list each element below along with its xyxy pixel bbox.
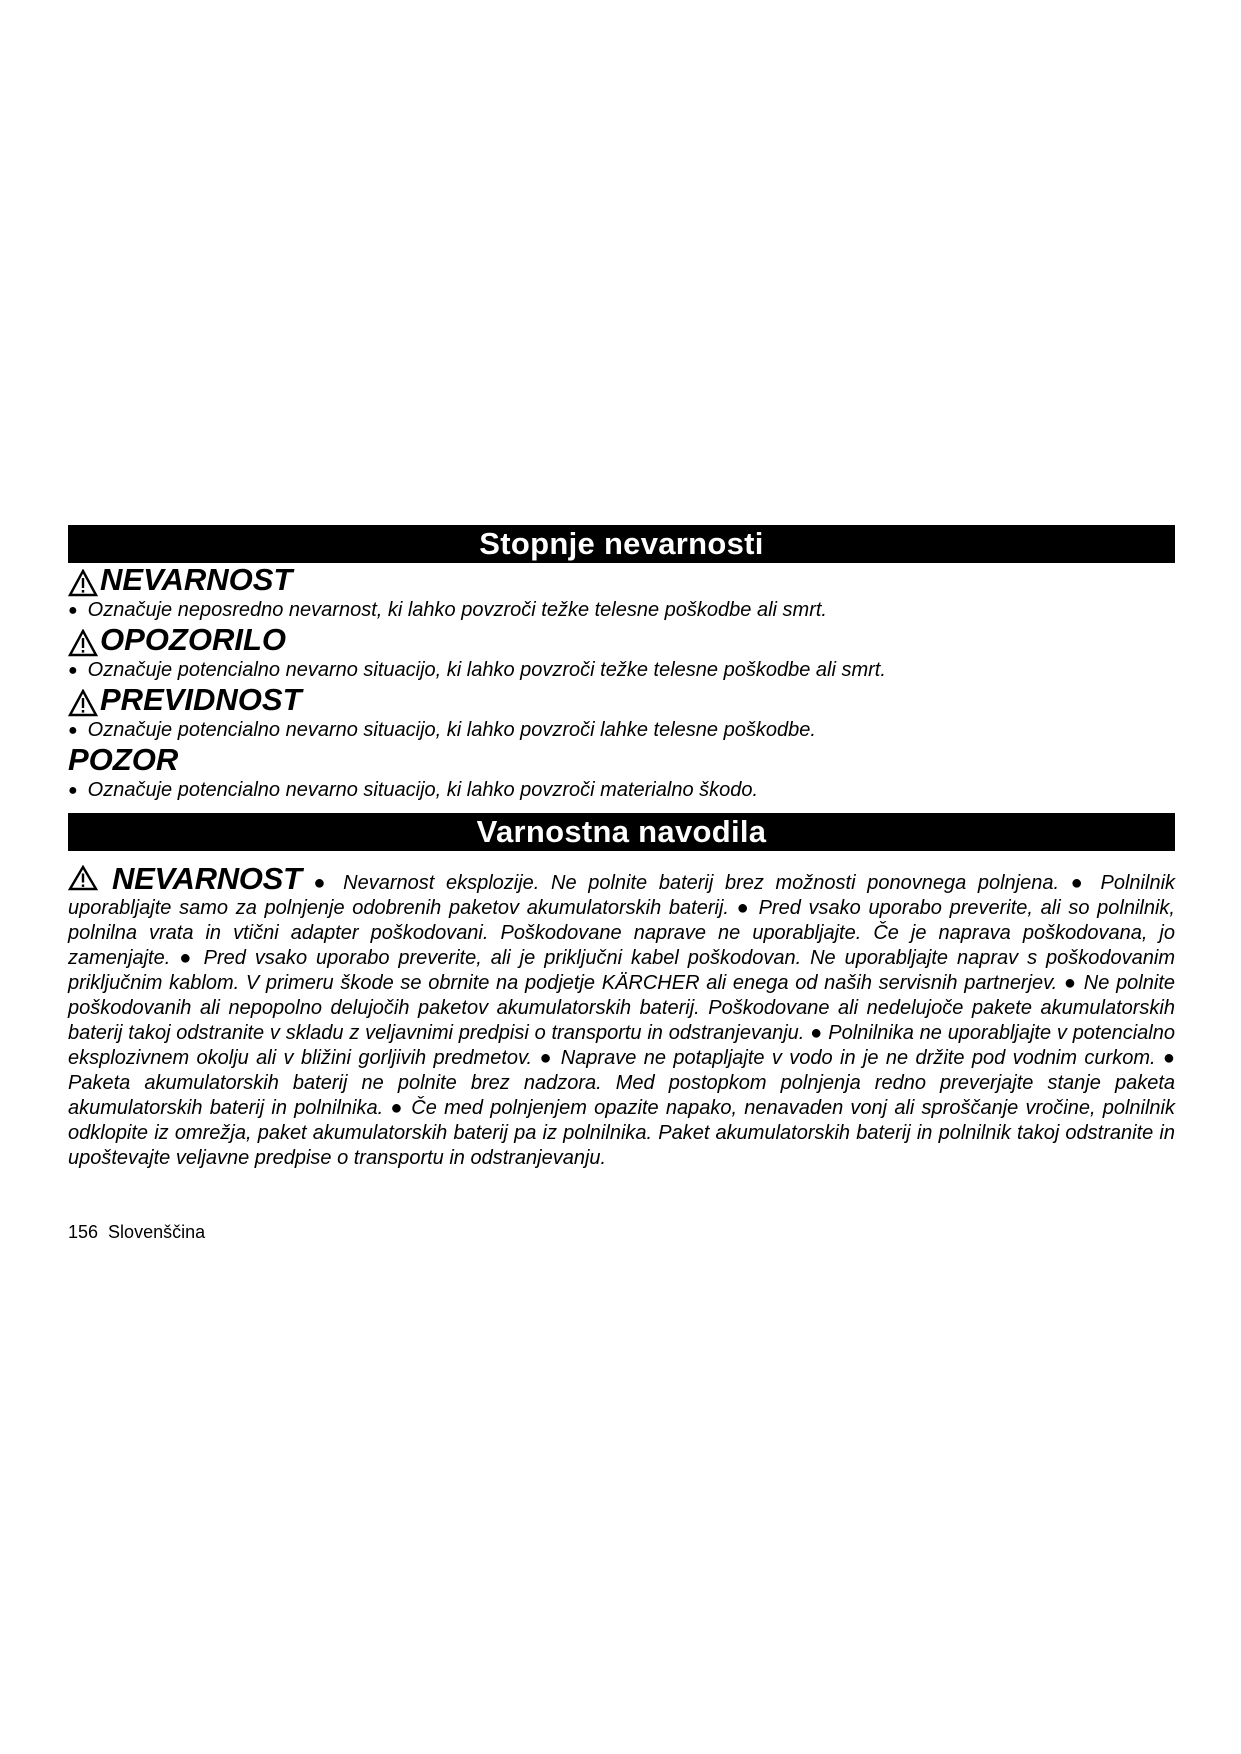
hazard-level-attention	[68, 743, 1175, 803]
page-footer	[68, 1222, 205, 1243]
bullet: ●	[68, 782, 78, 799]
hazard-level-description: Označuje potencialno nevarno situacijo, ki lahko povzroči lahke telesne poškodbe.	[87, 719, 816, 741]
bullet: ●	[68, 602, 78, 619]
document-page	[68, 525, 1175, 1171]
hazard-level-label: PREVIDNOST	[100, 682, 302, 717]
bullet: ●	[68, 722, 78, 739]
warning-triangle-icon	[68, 689, 98, 717]
safety-instructions-text: ● Nevarnost eksplozije. Ne polnite baterij brez možnosti ponovnega polnjena. ● Polnilnik uporabljajte samo za polnjenje odobrenih paketov akumulatorskih baterij. ● Pred vsako uporabo preverite, ali so polnilnik, polnilna vrata in vtični adapter poškodovani. Poškodovane naprave ne uporabljajte. Če je naprava poškodovana, jo zamenjajte. ● Pred vsako uporabo preverite, ali je priključni kabel poškodovan. Ne uporabljajte naprav s poškodovanim priključnim kablom. V primeru škode se obrnite na podjetje KÄRCHER ali enega od naših servisnih partnerjev. ● Ne polnite poškodovanih ali nepopolno delujočih paketov akumulatorskih baterij. Poškodovane ali nedelujoče pakete akumulatorskih baterij takoj odstranite v skladu z veljavnimi predpisi o transportu in odstranjevanju. ● Polnilnika ne uporabljajte v potencialno eksplozivnem okolju ali v bližini gorljivih predmetov. ● Naprave ne potapljajte v vodo in je ne držite pod vodnim curkom. ● Paketa akumulatorskih baterij ne polnite brez nadzora. Med postopkom polnjenja redno preverjajte stanje paketa akumulatorskih baterij in polnilnika. ● Če med polnjenjem opazite napako, nenavaden vonj ali sproščanje vročine, polnilnik odklopite iz omrežja, paket akumulatorskih baterij pa iz polnilnika. Paket akumulatorskih baterij in polnilnik takoj odstranite in upoštevajte veljavne predpise o transportu in odstranjevanju.	[68, 872, 1176, 1169]
safety-instructions-paragraph	[68, 861, 1176, 1171]
hazard-level-label: POZOR	[68, 742, 179, 777]
hazard-level-description: Označuje neposredno nevarnost, ki lahko povzroči težke telesne poškodbe ali smrt.	[87, 599, 827, 621]
footer-language: Slovenščina	[108, 1222, 206, 1242]
warning-triangle-icon	[68, 629, 98, 657]
bullet: ●	[68, 662, 78, 679]
safety-signal-word: NEVARNOST	[112, 861, 302, 896]
warning-triangle-icon	[68, 569, 98, 597]
hazard-level-label: OPOZORILO	[100, 622, 286, 657]
hazard-level-warning	[68, 623, 1175, 683]
hazard-level-caution	[68, 683, 1175, 743]
page-number: 156	[68, 1222, 99, 1242]
hazard-level-description: Označuje potencialno nevarno situacijo, ki lahko povzroči težke telesne poškodbe ali smrt.	[87, 659, 886, 681]
hazard-level-label: NEVARNOST	[100, 562, 293, 597]
section-heading-hazard-levels: Stopnje nevarnosti	[68, 525, 1175, 563]
hazard-level-danger	[68, 563, 1175, 623]
section-heading-safety-instructions: Varnostna navodila	[68, 813, 1175, 851]
warning-triangle-icon	[68, 865, 98, 891]
hazard-level-description: Označuje potencialno nevarno situacijo, ki lahko povzroči materialno škodo.	[87, 779, 759, 801]
